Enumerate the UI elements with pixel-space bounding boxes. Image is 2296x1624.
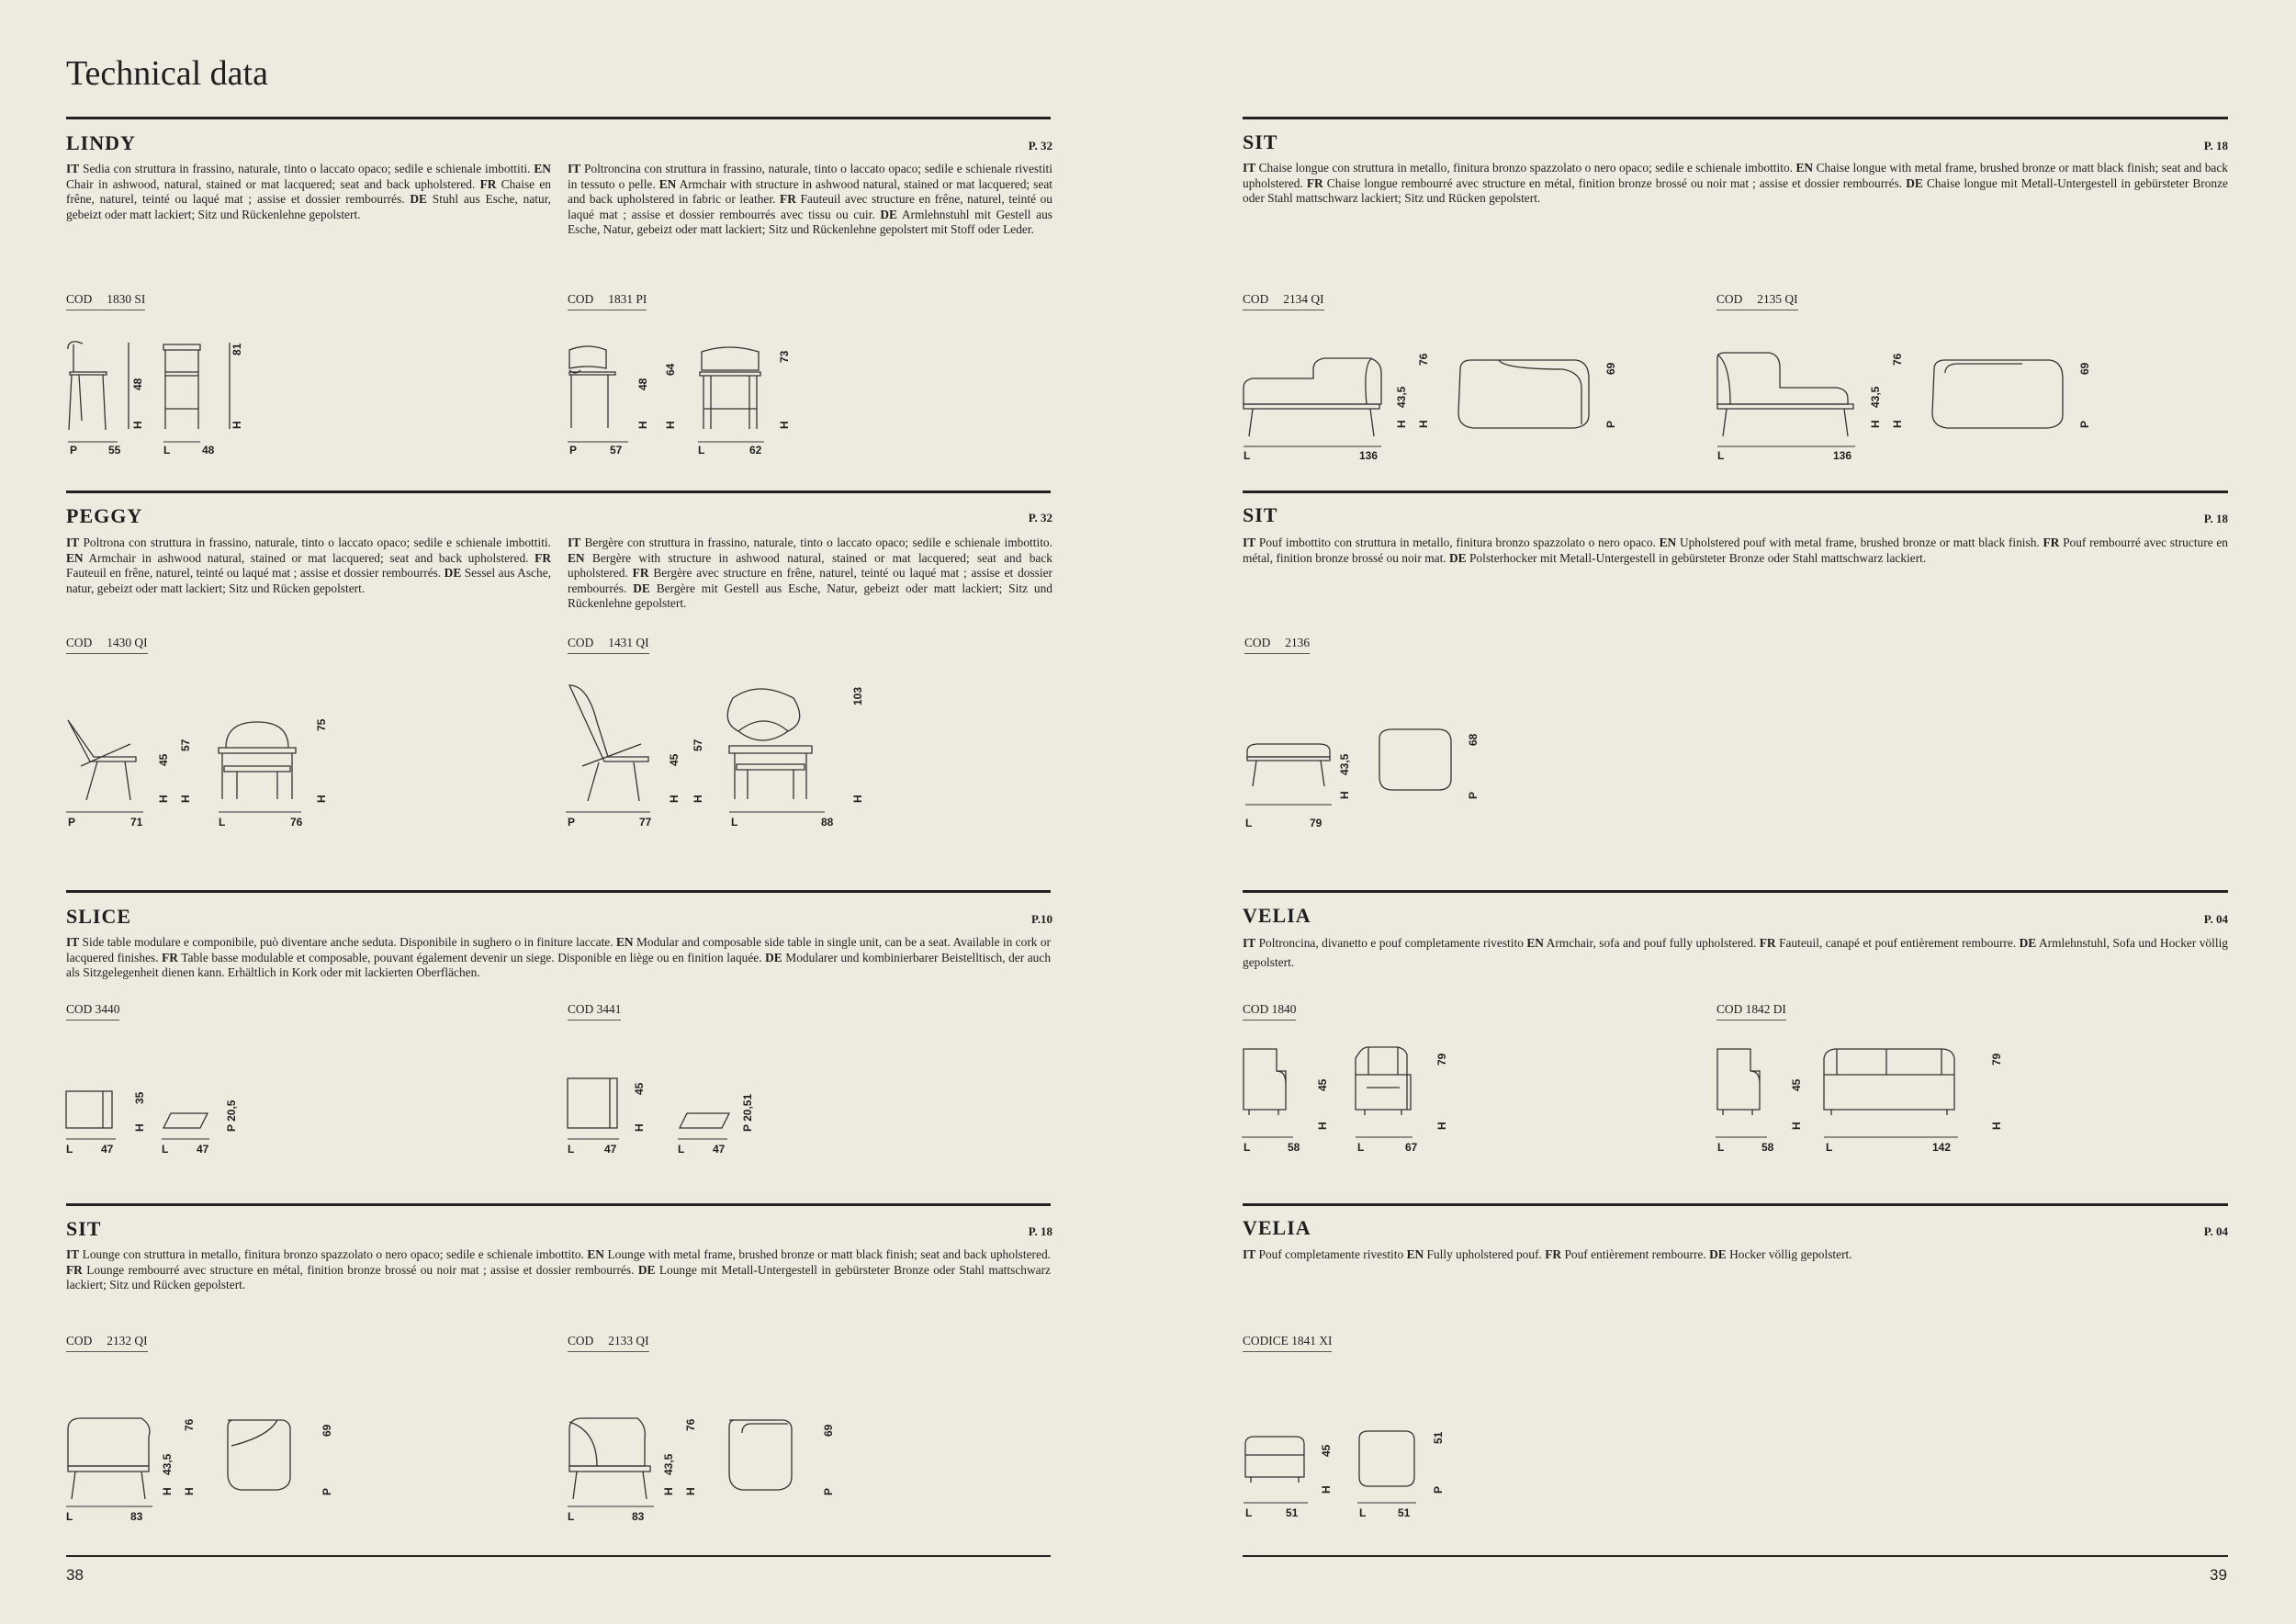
svg-text:H: H: [157, 795, 170, 803]
page-number-right: 39: [2210, 1566, 2227, 1584]
velia-armchair-drawing: [1238, 1043, 1468, 1163]
svg-text:P: P: [568, 816, 576, 829]
product-code: COD 1830 SI: [66, 292, 145, 310]
svg-text:69: 69: [822, 1424, 835, 1437]
svg-text:H: H: [131, 421, 144, 429]
svg-text:H: H: [684, 1487, 697, 1495]
section-rule: [66, 890, 1051, 893]
footer-rule: [66, 1555, 1051, 1557]
svg-text:47: 47: [101, 1143, 114, 1156]
svg-text:51: 51: [1286, 1506, 1299, 1519]
svg-text:L: L: [219, 816, 226, 829]
svg-text:L: L: [1357, 1141, 1365, 1154]
lindy-description-1: IT Sedia con struttura in frassino, naturale, tinto o laccato opaco; sedile e schienale imbottiti. EN Chair in ashwood, natural, stained or mat lacquered; seat and back upholstered. FR Chaise en frêne, naturel, teinté ou laqué mat ; assise et dossier rembourrés. DE Stuhl aus Esche, natur, gebeizt oder matt lackiert; Sitz und Rückenlehne gepolstert.: [66, 162, 551, 221]
svg-text:48: 48: [636, 378, 649, 390]
sit-lounge-description: IT Lounge con struttura in metallo, finitura bronzo spazzolato o nero opaco; sedile e schienale imbottito. EN Lounge with metal frame, brushed bronze or matt black finish; seat and back upholstered. FR Lounge rembourré avec structure en métal, finition bronze brossé ou noir mat ; assise et dossier rembourrés. DE Lounge mit Metall-Untergestell in gebürsteter Bronze oder Stahl mattschwarz lackiert; Sitz und Rücken gepolstert.: [66, 1247, 1051, 1292]
svg-text:57: 57: [610, 444, 623, 457]
slice-double-drawing: [562, 1069, 773, 1163]
section-title-sit-chaise: SIT: [1243, 130, 1278, 153]
svg-text:P: P: [569, 444, 578, 457]
svg-text:H: H: [851, 795, 864, 803]
svg-text:58: 58: [1761, 1141, 1774, 1154]
svg-text:43,5: 43,5: [1869, 386, 1882, 408]
svg-text:H: H: [1790, 1122, 1803, 1130]
section-rule: [66, 491, 1051, 493]
svg-text:H: H: [183, 1487, 196, 1495]
section-title-velia-pouf: VELIA: [1243, 1216, 1311, 1239]
section-rule: [1243, 117, 2228, 119]
svg-text:62: 62: [749, 444, 762, 457]
svg-text:H: H: [636, 421, 649, 429]
svg-text:L: L: [1359, 1506, 1367, 1519]
product-code: COD 2132 QI: [66, 1334, 148, 1352]
section-page-sit-chaise: P. 18: [2203, 139, 2228, 152]
svg-text:L: L: [1245, 1506, 1253, 1519]
svg-text:136: 136: [1359, 449, 1379, 462]
svg-text:58: 58: [1288, 1141, 1300, 1154]
svg-text:45: 45: [633, 1082, 646, 1095]
svg-text:45: 45: [157, 753, 170, 766]
svg-text:P: P: [68, 816, 76, 829]
product-code: COD 1840: [1243, 1002, 1296, 1021]
svg-text:142: 142: [1932, 1141, 1952, 1154]
svg-text:L: L: [731, 816, 738, 829]
product-code: COD 1430 QI: [66, 636, 148, 654]
svg-text:69: 69: [2078, 362, 2091, 375]
svg-text:83: 83: [632, 1510, 645, 1523]
svg-text:H: H: [1435, 1122, 1448, 1130]
svg-text:76: 76: [290, 816, 303, 829]
section-title-sit-lounge: SIT: [66, 1217, 102, 1240]
svg-text:103: 103: [851, 686, 864, 705]
section-title-slice: SLICE: [66, 905, 132, 928]
svg-text:H: H: [161, 1487, 174, 1495]
section-title-sit-pouf: SIT: [1243, 503, 1278, 526]
section-rule: [1243, 491, 2228, 493]
svg-text:64: 64: [664, 363, 677, 376]
svg-text:47: 47: [197, 1143, 209, 1156]
svg-text:P: P: [822, 1487, 835, 1495]
svg-text:H: H: [1891, 420, 1904, 428]
svg-text:H: H: [1417, 420, 1430, 428]
sit-lounge-2-drawing: [562, 1409, 856, 1528]
product-code: COD 1431 QI: [568, 636, 649, 654]
svg-text:P: P: [70, 444, 78, 457]
svg-text:51: 51: [1432, 1431, 1445, 1444]
svg-text:L: L: [698, 444, 705, 457]
svg-text:H: H: [662, 1487, 675, 1495]
velia-description: IT Poltroncina, divanetto e pouf completamente rivestito EN Armchair, sofa and pouf fully upholstered. FR Fauteuil, canapé et pouf entièrement rembourre. DE Armlehnstuhl, Sofa und Hocker völlig gepolstert.: [1243, 936, 2228, 969]
svg-text:68: 68: [1467, 733, 1480, 746]
product-code: COD 3441: [568, 1002, 621, 1021]
svg-text:H: H: [1869, 420, 1882, 428]
section-rule: [1243, 890, 2228, 893]
svg-text:76: 76: [684, 1418, 697, 1431]
product-code: COD 1842 DI: [1716, 1002, 1786, 1021]
section-page-peggy: P. 32: [1028, 511, 1052, 524]
svg-text:L: L: [1245, 817, 1253, 829]
svg-text:H: H: [179, 795, 192, 803]
page-title: Technical data: [66, 54, 268, 93]
svg-text:76: 76: [1417, 353, 1430, 366]
section-rule: [66, 1203, 1051, 1206]
product-code: COD 3440: [66, 1002, 119, 1021]
sit-pouf-drawing: [1238, 720, 1486, 830]
section-title-lindy: LINDY: [66, 131, 136, 154]
svg-text:51: 51: [1398, 1506, 1411, 1519]
footer-rule: [1243, 1555, 2228, 1557]
svg-text:79: 79: [1990, 1053, 2003, 1066]
svg-text:L: L: [1244, 449, 1251, 462]
sit-lounge-drawing: [61, 1409, 355, 1528]
svg-text:L: L: [162, 1143, 169, 1156]
svg-text:73: 73: [778, 350, 791, 363]
svg-text:83: 83: [130, 1510, 143, 1523]
section-page-lindy: P. 32: [1028, 139, 1052, 152]
svg-text:H: H: [1990, 1122, 2003, 1130]
svg-text:79: 79: [1310, 817, 1322, 829]
svg-text:69: 69: [321, 1424, 333, 1437]
svg-text:P 20,51: P 20,51: [741, 1093, 754, 1132]
peggy-description-2: IT Bergère con struttura in frassino, naturale, tinto o laccato opaco; sedile e schienale imbottito. EN Bergère with structure in ashwood natural, stained or mat lacquered; seat and back upholstered. FR Bergère avec structure en frêne, naturel, teinté ou laqué mat ; assise et dossier rembourrés. DE Bergère mit Gestell aus Esche, Natur, gebeizt oder matt lackiert; Sitz und Rückenlehne gepolstert.: [568, 536, 1052, 611]
svg-text:76: 76: [1891, 353, 1904, 366]
svg-text:H: H: [633, 1123, 646, 1132]
svg-text:136: 136: [1833, 449, 1852, 462]
svg-text:P: P: [321, 1487, 333, 1495]
svg-text:47: 47: [604, 1143, 617, 1156]
section-rule: [66, 117, 1051, 119]
product-code: CODICE 1841 XI: [1243, 1334, 1332, 1352]
product-code: COD 2134 QI: [1243, 292, 1324, 310]
svg-text:35: 35: [133, 1091, 146, 1104]
section-title-peggy: PEGGY: [66, 504, 143, 527]
sit-chaise-description: IT Chaise longue con struttura in metallo, finitura bronzo spazzolato o nero opaco; sedile e schienale imbottito. EN Chaise longue with metal frame, brushed bronze or matt black finish; seat and back upholstered. FR Chaise longue rembourré avec structure en métal, finition bronze brossé ou noir mat ; assise et dossier rembourrés. DE Chaise longue mit Metall-Untergestell in gebürsteter Bronze oder Stahl mattschwarz lackiert; Sitz und Rücken gepolstert.: [1243, 161, 2228, 206]
section-page-sit-lounge: P. 18: [1028, 1224, 1052, 1238]
lindy-chair-drawing: [61, 335, 244, 464]
svg-text:H: H: [1316, 1122, 1329, 1130]
svg-text:71: 71: [130, 816, 143, 829]
peggy-armchair-drawing: [61, 709, 355, 838]
svg-text:L: L: [1244, 1141, 1251, 1154]
svg-text:69: 69: [1604, 362, 1617, 375]
page-number-left: 38: [66, 1566, 84, 1584]
svg-text:55: 55: [108, 444, 121, 457]
svg-text:L: L: [1717, 449, 1725, 462]
product-code: COD 2135 QI: [1716, 292, 1798, 310]
section-page-velia-pouf: P. 04: [2203, 1224, 2228, 1238]
svg-text:H: H: [231, 421, 243, 429]
svg-text:48: 48: [131, 378, 144, 390]
svg-text:L: L: [1826, 1141, 1833, 1154]
svg-text:48: 48: [202, 444, 215, 457]
svg-text:P: P: [1467, 791, 1480, 799]
section-page-sit-pouf: P. 18: [2203, 512, 2228, 525]
sit-pouf-description: IT Pouf imbottito con struttura in metallo, finitura bronzo spazzolato o nero opaco. EN Upholstered pouf with metal frame, brushed bronze or matt black finish. FR Pouf rembourré avec structure en métal, finition bronze brossé ou noir mat. DE Polsterhocker mit Metall-Untergestell in gebürsteter Bronze oder Stahl mattschwarz lackiert.: [1243, 536, 2228, 565]
svg-text:57: 57: [179, 739, 192, 751]
velia-sofa-drawing: [1712, 1043, 2015, 1163]
svg-text:75: 75: [315, 718, 328, 731]
lindy-armchair-drawing: [562, 335, 801, 464]
peggy-description-1: IT Poltrona con struttura in frassino, naturale, tinto o laccato opaco; sedile e schienale imbottiti. EN Armchair in ashwood natural, stained or mat lacquered; seat and back upholstered. FR Fauteuil en frêne, naturel, teinté ou laqué mat ; assise et dossier rembourrés. DE Sessel aus Asche, natur, gebeizt oder matt lackiert; Sitz und Rücken gepolstert.: [66, 536, 552, 595]
slice-single-drawing: [61, 1080, 253, 1163]
product-code: COD 2133 QI: [568, 1334, 649, 1352]
svg-text:L: L: [66, 1510, 73, 1523]
svg-text:L: L: [1717, 1141, 1725, 1154]
svg-text:L: L: [678, 1143, 685, 1156]
svg-text:H: H: [1338, 791, 1351, 799]
svg-text:45: 45: [1316, 1078, 1329, 1091]
svg-text:88: 88: [821, 816, 834, 829]
section-page-velia: P. 04: [2203, 912, 2228, 926]
velia-pouf-description: IT Pouf completamente rivestito EN Fully upholstered pouf. FR Pouf entièrement rembourre. DE Hocker völlig gepolstert.: [1243, 1247, 1852, 1261]
svg-text:H: H: [778, 421, 791, 429]
svg-text:H: H: [315, 795, 328, 803]
svg-text:43,5: 43,5: [1395, 386, 1408, 408]
svg-text:76: 76: [183, 1418, 196, 1431]
section-page-slice: P.10: [1031, 912, 1052, 926]
svg-text:67: 67: [1405, 1141, 1418, 1154]
svg-text:P: P: [2078, 420, 2091, 428]
svg-text:45: 45: [1320, 1444, 1333, 1457]
svg-text:43,5: 43,5: [161, 1453, 174, 1475]
product-code: COD 2136: [1244, 636, 1310, 654]
svg-text:L: L: [568, 1143, 575, 1156]
svg-text:P 20,5: P 20,5: [225, 1100, 238, 1132]
svg-text:47: 47: [713, 1143, 726, 1156]
svg-text:L: L: [568, 1510, 575, 1523]
svg-text:H: H: [692, 795, 704, 803]
velia-pouf-drawing: [1238, 1424, 1468, 1525]
svg-text:H: H: [1395, 420, 1408, 428]
sit-chaise-2-drawing: [1712, 342, 2098, 461]
svg-text:43,5: 43,5: [1338, 753, 1351, 775]
svg-text:57: 57: [692, 739, 704, 751]
sit-chaise-drawing: [1238, 342, 1624, 461]
svg-text:45: 45: [668, 753, 681, 766]
svg-text:H: H: [133, 1123, 146, 1132]
svg-text:79: 79: [1435, 1053, 1448, 1066]
svg-text:77: 77: [639, 816, 652, 829]
svg-text:H: H: [1320, 1485, 1333, 1494]
section-title-velia: VELIA: [1243, 904, 1311, 927]
product-code: COD 1831 PI: [568, 292, 647, 310]
svg-text:P: P: [1604, 420, 1617, 428]
svg-text:H: H: [664, 421, 677, 429]
svg-text:H: H: [668, 795, 681, 803]
section-rule: [1243, 1203, 2228, 1206]
svg-text:L: L: [66, 1143, 73, 1156]
svg-text:45: 45: [1790, 1078, 1803, 1091]
svg-text:81: 81: [231, 343, 243, 355]
slice-description: IT Side table modulare e componibile, può diventare anche seduta. Disponibile in sughero o in finiture laccate. EN Modular and composable side table in single unit, can be a seat. Available in cork or lacquered finishes. FR Table basse modulable et composable, pouvant également devenir un siege. Disponible en liège ou en finition laquée. DE Modularer und kombinierbarer Beistelltisch, der auch als Sitzgelegenheit dienen kann. Erhältlich in Kork oder mit lackierten Oberflächen.: [66, 935, 1052, 980]
lindy-description-2: IT Poltroncina con struttura in frassino, naturale, tinto o laccato opaco; sedile e schienale rivestiti in tessuto o pelle. EN Armchair with structure in ashwood natural, stained or mat lacquered; seat and back upholstered in fabric or leather. FR Fauteuil avec structure en frêne, naturel, teinté ou laqué mat ; assise et dossier rembourrés avec tissu ou cuir. DE Armlehnstuhl mit Gestell aus Esche, Natur, gebeizt oder matt lackiert; Sitz und Rückenlehne gepolstert mit Stoff oder Leder.: [568, 162, 1052, 237]
svg-text:L: L: [163, 444, 171, 457]
svg-text:43,5: 43,5: [662, 1453, 675, 1475]
peggy-bergere-drawing: [558, 680, 871, 838]
svg-text:P: P: [1432, 1485, 1445, 1494]
